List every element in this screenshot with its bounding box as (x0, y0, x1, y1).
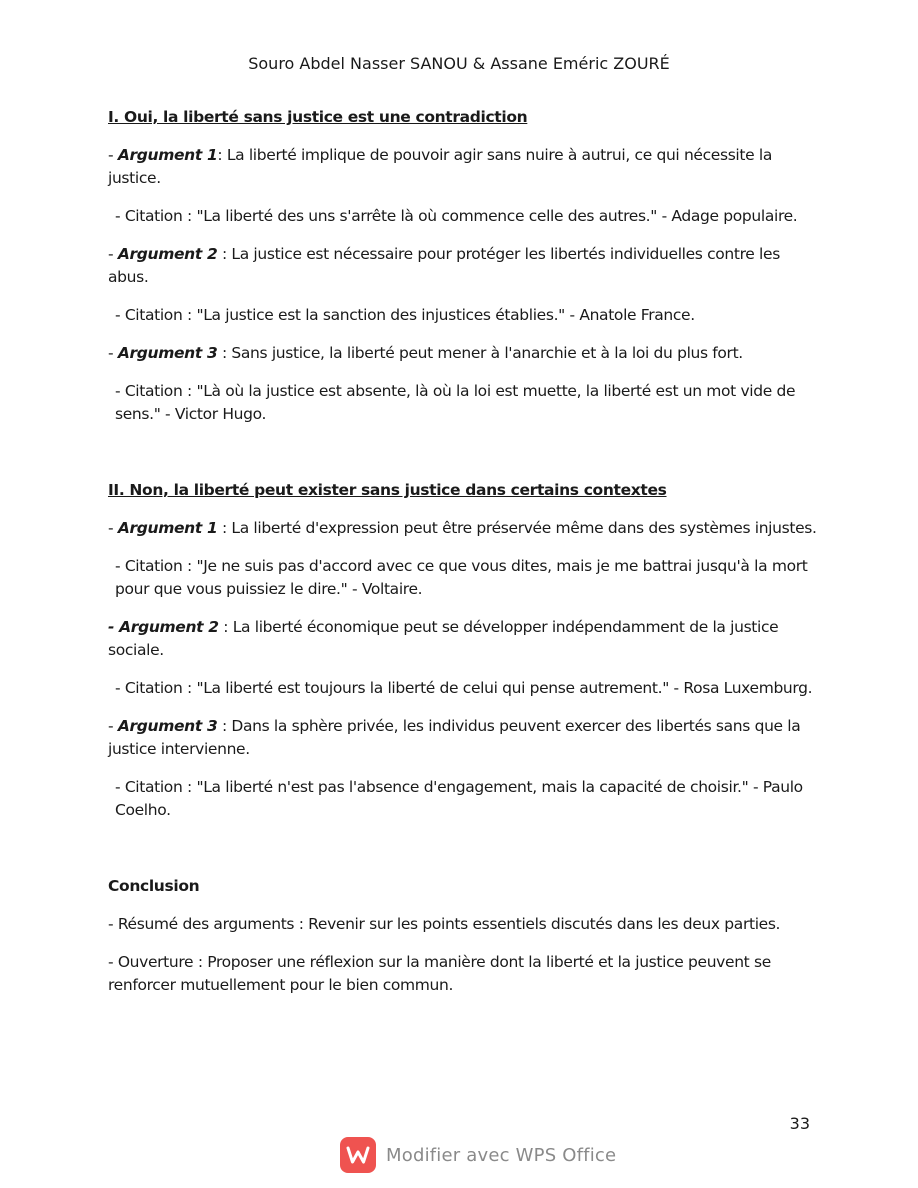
document-body (108, 106, 818, 1012)
section-2-argument-2 (108, 616, 818, 662)
section-1-citation-2: - Citation : "La justice est la sanction des injustices établies." - Anatole France. (115, 306, 695, 324)
argument-dash: - (108, 717, 118, 735)
argument-text: : La liberté d'expression peut être préservée même dans des systèmes injustes. (217, 519, 817, 537)
argument-text: : Dans la sphère privée, les individus peuvent exercer des libertés sans que la justice intervienne. (108, 717, 801, 758)
argument-text: : La liberté économique peut se développer indépendamment de la justice sociale. (108, 618, 779, 659)
section-1-citation-1: - Citation : "La liberté des uns s'arrête là où commence celle des autres." - Adage populaire. (115, 207, 798, 225)
section-2-citation-2: - Citation : "La liberté est toujours la liberté de celui qui pense autrement." - Rosa Luxemburg. (115, 679, 813, 697)
page-header-authors: Souro Abdel Nasser SANOU & Assane Eméric ZOURÉ (248, 54, 670, 73)
argument-dash: - (108, 344, 118, 362)
argument-label: Argument 2 (117, 245, 218, 263)
section-1-argument-3 (108, 342, 818, 365)
section-1-citation-3: - Citation : "Là où la justice est absente, là où la loi est muette, la liberté est un mot vide de sens." - Victor Hugo. (115, 382, 796, 423)
wps-edit-button[interactable] (340, 1137, 616, 1173)
conclusion-summary: - Résumé des arguments : Revenir sur les points essentiels discutés dans les deux parties. (108, 915, 781, 933)
section-2-argument-3 (108, 715, 818, 761)
argument-dash: - (108, 245, 118, 263)
argument-text: : La justice est nécessaire pour protéger les libertés individuelles contre les abus. (108, 245, 780, 286)
argument-label: Argument 2 (119, 618, 219, 636)
argument-label: Argument 3 (117, 717, 218, 735)
section-1-argument-2 (108, 243, 818, 289)
argument-text: : La liberté implique de pouvoir agir sans nuire à autrui, ce qui nécessite la justice. (108, 146, 772, 187)
argument-label: Argument 1 (117, 146, 218, 164)
section-2-title: II. Non, la liberté peut exister sans justice dans certains contextes (108, 481, 667, 499)
argument-text: : Sans justice, la liberté peut mener à l'anarchie et à la loi du plus fort. (217, 344, 743, 362)
section-2-citation-1: - Citation : "Je ne suis pas d'accord avec ce que vous dites, mais je me battrai jusqu'à la mort pour que vous puissiez le dire." - Voltaire. (115, 557, 808, 598)
page-number: 33 (789, 1114, 810, 1133)
argument-label: Argument 1 (117, 519, 218, 537)
argument-dash: - (108, 618, 120, 636)
section-2-argument-1 (108, 517, 818, 540)
conclusion-title: Conclusion (108, 877, 200, 895)
wps-edit-label: Modifier avec WPS Office (386, 1144, 617, 1166)
argument-dash: - (108, 519, 118, 537)
wps-office-logo-icon (340, 1137, 376, 1173)
argument-label: Argument 3 (117, 344, 218, 362)
section-1-argument-1 (108, 144, 818, 190)
section-spacer (108, 837, 818, 875)
section-2-citation-3: - Citation : "La liberté n'est pas l'absence d'engagement, mais la capacité de choisir." - Paulo Coelho. (115, 778, 803, 819)
section-1-title: I. Oui, la liberté sans justice est une contradiction (108, 108, 528, 126)
argument-dash: - (108, 146, 118, 164)
section-spacer (108, 441, 818, 479)
conclusion-opening: - Ouverture : Proposer une réflexion sur la manière dont la liberté et la justice peuvent se renforcer mutuellement pour le bien commun. (108, 953, 771, 994)
